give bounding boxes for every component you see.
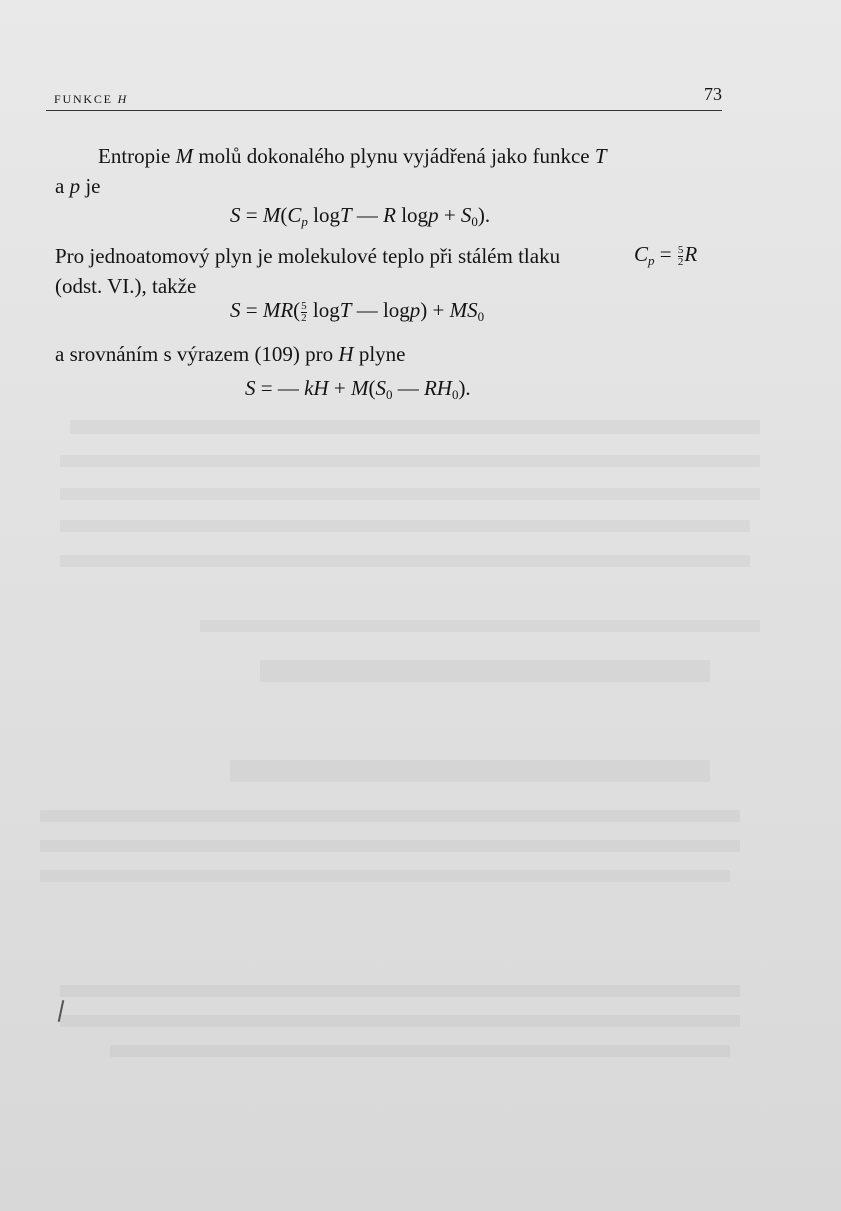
equation-3: S = — kH + $M(S_0$ — $RH_0$). <box>245 376 471 402</box>
text-span: a srovnáním s výrazem (109) pro <box>55 342 334 366</box>
inline-cp-expression: $C_p$ = $\frac{5}{2}$ R <box>634 242 698 268</box>
bleed-through-mark <box>60 985 740 997</box>
bleed-through-mark <box>260 660 710 682</box>
bleed-through-mark <box>40 810 740 822</box>
paragraph-1-line-2 <box>55 172 100 200</box>
equation-2: S = MR( $\frac{5}{2}$ logT — $\log p) + MS_0$ <box>230 298 485 324</box>
bleed-through-mark <box>60 520 750 532</box>
math-symbol: p <box>69 174 81 198</box>
bleed-through-mark <box>200 620 760 632</box>
bleed-through-mark <box>230 760 710 782</box>
page-header <box>46 86 722 108</box>
bleed-through-mark <box>60 555 750 567</box>
bleed-through-mark <box>70 420 760 434</box>
bleed-through-mark <box>40 840 740 852</box>
running-head-text: FUNKCE <box>54 92 113 106</box>
text-span: a <box>55 174 65 198</box>
bleed-through-mark <box>110 1045 730 1057</box>
text-span: Pro jednoatomový plyn je molekulové teplo při stálém tlaku <box>55 244 561 268</box>
paragraph-1-line-1 <box>98 142 607 170</box>
paragraph-2-line-2 <box>55 272 196 300</box>
math-symbol: H <box>338 342 354 366</box>
page-number: 73 <box>704 84 722 104</box>
text-span: (odst. VI.), takže <box>55 274 197 298</box>
bleed-through-mark <box>60 488 760 500</box>
paragraph-2-line-1 <box>55 242 560 270</box>
bleed-through-mark <box>40 870 730 882</box>
paragraph-3-line-1 <box>55 340 406 368</box>
running-head <box>54 92 128 107</box>
text-span: Entropie <box>98 144 171 168</box>
text-span: plyne <box>358 342 406 366</box>
header-rule <box>46 110 722 111</box>
math-symbol: T <box>594 144 607 168</box>
text-span: molů dokonalého plynu vyjádřená jako funkce <box>198 144 590 168</box>
bleed-through-mark <box>60 1015 740 1027</box>
equation-1: $S = M(C_p$ logT — R $\log p + S_0$). <box>230 203 491 229</box>
running-head-symbol: H <box>117 92 129 106</box>
bleed-through-mark <box>60 455 760 467</box>
math-symbol: M <box>175 144 194 168</box>
text-span: je <box>85 174 101 198</box>
